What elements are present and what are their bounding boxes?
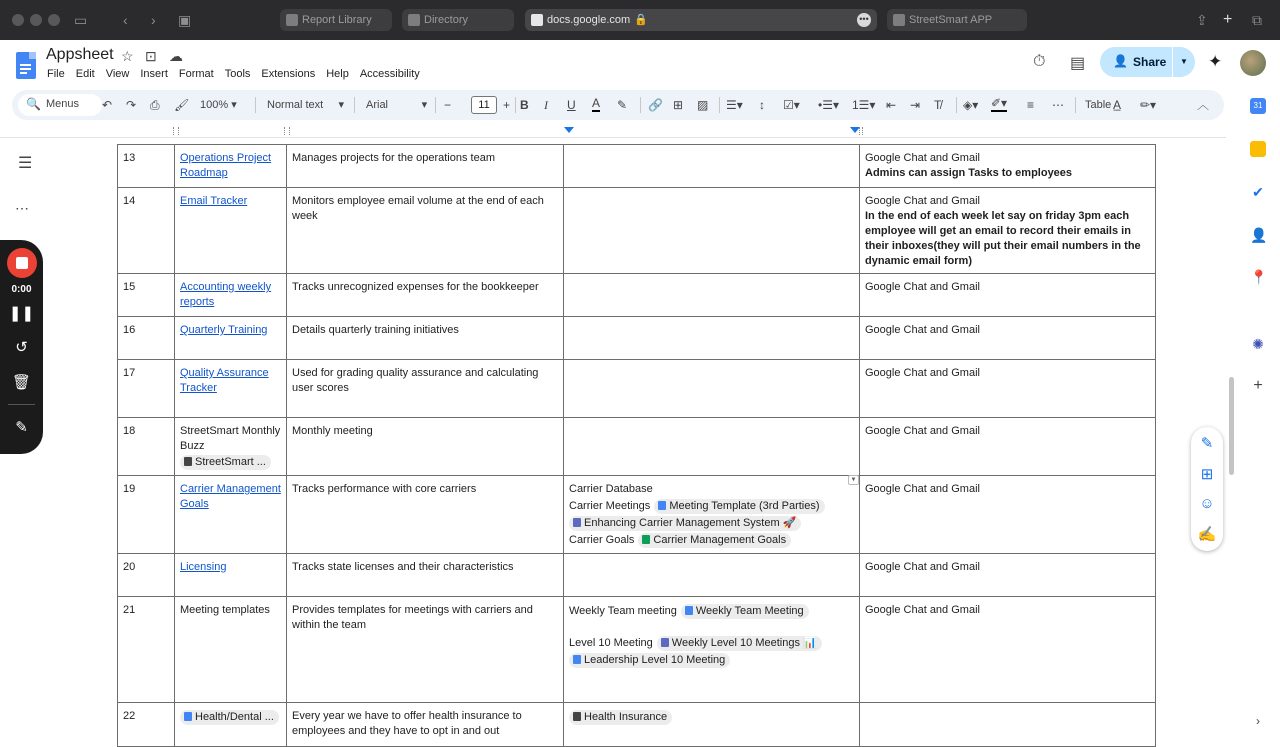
table-row xyxy=(118,703,1156,747)
table-row xyxy=(118,554,1156,597)
highlight-icon[interactable]: ✎ xyxy=(617,98,628,112)
border-width-icon[interactable]: ≡ xyxy=(1027,98,1035,112)
description-cell[interactable] xyxy=(287,145,564,188)
tab-streetsmart-app[interactable]: StreetSmart APP xyxy=(887,9,1027,31)
ruler-column-marker[interactable] xyxy=(284,127,290,135)
keep-icon[interactable] xyxy=(1250,141,1266,157)
doc-icon xyxy=(658,501,666,510)
communication-cell[interactable] xyxy=(860,418,1156,476)
table-row xyxy=(118,274,1156,317)
resources-cell[interactable] xyxy=(564,418,860,476)
row-number-cell[interactable] xyxy=(118,418,175,476)
menu-help[interactable]: Help xyxy=(326,68,349,80)
resources-cell[interactable] xyxy=(564,145,860,188)
suggest-edits-icon[interactable]: ✍ xyxy=(1197,526,1217,543)
description-cell[interactable] xyxy=(287,188,564,274)
editing-mode-icon[interactable]: ✏▾ xyxy=(1140,98,1157,112)
ruler xyxy=(0,124,1226,138)
tab-grid-icon[interactable]: ⧉ xyxy=(1252,12,1262,28)
ruler-column-marker[interactable] xyxy=(859,127,863,135)
communication-channel: Google Chat and Gmail xyxy=(865,367,980,379)
apps-table xyxy=(117,144,1156,747)
get-addons-icon[interactable]: + xyxy=(1250,378,1266,394)
app-name-link[interactable]: Operations Project Roadmap xyxy=(180,152,272,179)
app-name-link[interactable]: Carrier Management Goals xyxy=(180,483,281,510)
font-size-input[interactable]: 11 xyxy=(471,96,497,114)
description-cell[interactable] xyxy=(287,554,564,597)
menu-tools[interactable]: Tools xyxy=(224,68,251,80)
undo-icon[interactable]: ↶ xyxy=(102,98,113,112)
resource-text: Carrier Meetings xyxy=(569,500,651,512)
comments-icon[interactable]: ▤ xyxy=(1070,55,1086,72)
numbered-list-icon[interactable]: 1☰▾ xyxy=(852,98,876,112)
app-name-cell[interactable] xyxy=(175,317,287,360)
back-icon[interactable]: ‹ xyxy=(123,12,128,28)
chip-label: Health/Dental ... xyxy=(195,711,274,723)
resource-line xyxy=(569,603,854,619)
table-row xyxy=(118,418,1156,476)
app-name-cell[interactable] xyxy=(175,188,287,274)
menu-view[interactable]: View xyxy=(105,68,130,80)
zoom-window-button[interactable] xyxy=(48,14,60,26)
app-name-link[interactable]: Licensing xyxy=(180,561,227,573)
decrease-indent-icon[interactable]: ⇤ xyxy=(886,98,897,112)
close-window-button[interactable] xyxy=(12,14,24,26)
ruler-indent-marker[interactable] xyxy=(564,127,574,133)
menu-edit[interactable]: Edit xyxy=(75,68,95,80)
row-number-cell[interactable] xyxy=(118,554,175,597)
style-select[interactable]: Normal text ▾ xyxy=(267,99,345,111)
menu-accessibility[interactable]: Accessibility xyxy=(359,68,420,80)
app-name-link[interactable]: Accounting weekly reports xyxy=(180,281,272,308)
table-row xyxy=(118,360,1156,418)
communication-cell[interactable] xyxy=(860,317,1156,360)
description: Tracks performance with core carriers xyxy=(292,483,477,495)
contacts-icon[interactable]: 👤 xyxy=(1250,227,1268,243)
resources-cell[interactable] xyxy=(564,597,860,703)
scrollbar[interactable] xyxy=(1229,377,1234,475)
restart-icon[interactable]: ↺ xyxy=(15,339,28,356)
resource-line xyxy=(569,709,854,725)
row-number: 18 xyxy=(123,425,136,437)
row-number-cell[interactable] xyxy=(118,145,175,188)
minimize-window-button[interactable] xyxy=(30,14,42,26)
docs-logo-icon[interactable] xyxy=(16,52,36,79)
tasks-icon[interactable]: ✔ xyxy=(1250,184,1266,200)
cloud-status-icon[interactable]: ☁ xyxy=(169,48,183,64)
pause-icon[interactable]: ❚❚ xyxy=(8,305,35,322)
row-number: 22 xyxy=(123,710,136,722)
move-folder-icon[interactable]: ⊡ xyxy=(145,48,157,64)
description: Tracks unrecognized expenses for the bookkeeper xyxy=(292,281,539,293)
app-name: StreetSmart Monthly Buzz xyxy=(180,425,281,452)
font-select[interactable]: Arial ▾ xyxy=(366,99,428,111)
communication-cell[interactable] xyxy=(860,476,1156,554)
sheet-icon xyxy=(408,14,420,26)
redo-icon[interactable]: ↷ xyxy=(126,98,137,112)
communication-channel: Google Chat and Gmail xyxy=(865,425,980,437)
description-cell[interactable] xyxy=(287,703,564,747)
chip-label: Enhancing Carrier Management System 🚀 xyxy=(584,517,797,529)
sheet-icon xyxy=(642,535,650,544)
share-page-icon[interactable]: ⇪ xyxy=(1196,12,1208,28)
resources-cell[interactable] xyxy=(564,360,860,418)
communication-cell[interactable] xyxy=(860,360,1156,418)
resource-line xyxy=(569,652,854,668)
description: Used for grading quality assurance and calculating user scores xyxy=(292,367,539,394)
border-color-icon[interactable]: ✐▾ xyxy=(991,96,1008,110)
clear-format-icon[interactable]: T̸ xyxy=(934,98,942,112)
print-icon[interactable]: ⎙ xyxy=(150,98,160,112)
border-dash-icon[interactable]: ⋯ xyxy=(1052,98,1064,112)
emoji-icon[interactable]: ☺ xyxy=(1199,495,1215,512)
row-number-cell[interactable] xyxy=(118,274,175,317)
resources-cell[interactable] xyxy=(564,317,860,360)
resources-cell[interactable] xyxy=(564,476,860,554)
search-icon: 🔍 xyxy=(26,97,41,111)
app-name-cell[interactable] xyxy=(175,274,287,317)
table-row xyxy=(118,317,1156,360)
app-icon xyxy=(893,14,905,26)
share-dropdown-icon[interactable]: ▼ xyxy=(1172,47,1195,77)
smart-chip[interactable] xyxy=(569,516,801,531)
expand-panel-icon[interactable]: › xyxy=(1250,713,1266,729)
communication-cell[interactable] xyxy=(860,145,1156,188)
communication-channel: Google Chat and Gmail xyxy=(865,483,980,495)
trash-icon[interactable]: 🗑 xyxy=(11,374,32,391)
smart-chip[interactable] xyxy=(569,710,672,725)
description-cell[interactable] xyxy=(287,597,564,703)
tab-docs-active[interactable] xyxy=(525,9,877,31)
communication-cell[interactable] xyxy=(860,703,1156,747)
address-bar[interactable]: docs.google.com xyxy=(547,14,631,26)
row-number-cell[interactable] xyxy=(118,597,175,703)
description-cell[interactable] xyxy=(287,274,564,317)
table-row xyxy=(118,597,1156,703)
chip-label: Weekly Level 10 Meetings 📊 xyxy=(671,637,817,649)
menu-insert[interactable]: Insert xyxy=(140,68,168,80)
tab-directory[interactable]: Directory xyxy=(402,9,514,31)
description-cell[interactable] xyxy=(287,476,564,554)
description-cell[interactable] xyxy=(287,418,564,476)
sidebar-toggle-icon[interactable]: ▭ xyxy=(74,12,88,28)
recording-time: 0:00 xyxy=(11,284,32,295)
menu-extensions[interactable]: Extensions xyxy=(261,68,316,80)
table-row xyxy=(118,145,1156,188)
row-number: 13 xyxy=(123,152,136,164)
app-name-cell[interactable] xyxy=(175,476,287,554)
resource-line xyxy=(569,498,854,514)
row-number: 19 xyxy=(123,483,136,495)
link-icon[interactable]: 🔗 xyxy=(648,98,663,112)
smart-chip[interactable] xyxy=(180,455,271,470)
resource-text: Carrier Database xyxy=(569,483,653,495)
gear-icon xyxy=(573,518,581,527)
resource-line xyxy=(569,635,854,651)
app-name-cell[interactable] xyxy=(175,145,287,188)
communication-channel: Google Chat and Gmail xyxy=(865,281,980,293)
spelling-icon[interactable]: A̲ xyxy=(1113,98,1122,112)
add-comment-icon[interactable]: ⊞ xyxy=(1200,466,1214,483)
pen-icon[interactable]: ✎ xyxy=(15,419,28,436)
paint-format-icon[interactable]: 🖌 xyxy=(174,98,190,112)
smart-chip[interactable] xyxy=(657,636,822,651)
docs-header xyxy=(0,40,1280,88)
app-name-link[interactable]: Quarterly Training xyxy=(180,324,268,336)
communication-cell[interactable] xyxy=(860,188,1156,274)
description: Manages projects for the operations team xyxy=(292,152,496,164)
communication-cell[interactable] xyxy=(860,597,1156,703)
more-options-icon[interactable]: ⋯ xyxy=(15,200,29,216)
description: Details quarterly training initiatives xyxy=(292,324,459,336)
checklist-icon[interactable]: ☑▾ xyxy=(783,98,800,112)
decrease-font-icon[interactable]: − xyxy=(444,98,452,112)
communication-channel: Google Chat and Gmail xyxy=(865,604,980,616)
add-comment-icon[interactable]: ⊞ xyxy=(673,98,684,112)
toolbar xyxy=(12,90,1224,120)
gemini-icon[interactable]: ✦ xyxy=(1208,52,1223,71)
search-menus[interactable]: 🔍 Menus xyxy=(18,94,102,116)
app-name-cell[interactable] xyxy=(175,703,287,747)
ruler-column-marker[interactable] xyxy=(173,127,179,135)
resources-cell[interactable] xyxy=(564,703,860,747)
lock-icon: 🔒 xyxy=(634,14,648,26)
version-history-icon[interactable]: ⏱ xyxy=(1033,53,1046,70)
row-number: 16 xyxy=(123,324,136,336)
italic-icon[interactable]: I xyxy=(544,98,548,112)
smart-chip[interactable] xyxy=(638,533,791,548)
description-cell[interactable] xyxy=(287,317,564,360)
communication-channel: Google Chat and Gmail xyxy=(865,561,980,573)
doc-icon xyxy=(685,606,693,615)
avatar[interactable] xyxy=(1240,50,1266,76)
resources-cell[interactable] xyxy=(564,188,860,274)
row-number-cell[interactable] xyxy=(118,188,175,274)
app-name-cell[interactable] xyxy=(175,554,287,597)
communication-channel: Google Chat and Gmail xyxy=(865,195,980,207)
row-number-cell[interactable] xyxy=(118,360,175,418)
doc-icon xyxy=(184,712,192,721)
browser-chrome xyxy=(0,0,1280,40)
menu-bar xyxy=(47,68,431,80)
tab-report-library[interactable]: Report Library xyxy=(280,9,392,31)
table-row xyxy=(118,188,1156,274)
communication-channel: Google Chat and Gmail xyxy=(865,152,980,164)
communication-note: Admins can assign Tasks to employees xyxy=(865,167,1073,179)
outline-icon[interactable]: ☰ xyxy=(18,155,33,172)
resource-line xyxy=(569,620,854,634)
resource-line xyxy=(569,515,854,531)
communication-channel: Google Chat and Gmail xyxy=(865,324,980,336)
chip-label: Leadership Level 10 Meeting xyxy=(584,654,726,666)
row-number-cell[interactable] xyxy=(118,703,175,747)
row-number: 14 xyxy=(123,195,136,207)
floating-tools xyxy=(1191,427,1223,551)
row-number: 15 xyxy=(123,281,136,293)
row-number-cell[interactable] xyxy=(118,317,175,360)
description: Tracks state licenses and their characteristics xyxy=(292,561,514,573)
stop-recording-button[interactable] xyxy=(7,248,37,278)
share-button[interactable]: 👤 Share ▼ xyxy=(1100,47,1195,77)
description-cell[interactable] xyxy=(287,360,564,418)
communication-note: In the end of each week let say on friday 3pm each employee will get an email to record their emails in their inboxes(they will put their email numbers in the dynamic email form) xyxy=(865,210,1141,267)
addon-icon[interactable]: ✺ xyxy=(1250,336,1266,352)
maps-icon[interactable]: 📍 xyxy=(1250,269,1268,285)
app-name-cell[interactable] xyxy=(175,597,287,703)
insert-image-icon[interactable]: ▨ xyxy=(697,98,709,112)
resource-text: Weekly Team meeting xyxy=(569,605,677,617)
increase-font-icon[interactable]: + xyxy=(503,98,511,112)
resource-text: Carrier Goals xyxy=(569,534,635,546)
smart-chip[interactable] xyxy=(180,710,279,725)
chip-label: Carrier Management Goals xyxy=(653,534,787,546)
row-number: 21 xyxy=(123,604,136,616)
resources-cell[interactable] xyxy=(564,554,860,597)
communication-cell[interactable] xyxy=(860,274,1156,317)
app-name-link[interactable]: Email Tracker xyxy=(180,195,248,207)
zoom-select[interactable]: 100% ▾ xyxy=(200,99,237,111)
smart-chip[interactable] xyxy=(569,653,730,668)
app-name-cell[interactable] xyxy=(175,418,287,476)
text-color-icon[interactable]: A xyxy=(592,96,601,110)
resources-cell[interactable] xyxy=(564,274,860,317)
table-row xyxy=(118,476,1156,554)
cell-fill-icon[interactable]: ◈▾ xyxy=(963,98,979,112)
edit-with-gemini-icon[interactable]: ✎ xyxy=(1200,435,1214,452)
chip-label: Health Insurance xyxy=(584,711,668,723)
star-icon[interactable]: ☆ xyxy=(121,48,134,64)
resource-line xyxy=(569,532,854,548)
sheet-icon xyxy=(286,14,298,26)
menu-file[interactable]: File xyxy=(47,68,65,80)
increase-indent-icon[interactable]: ⇥ xyxy=(910,98,921,112)
app-name-cell[interactable] xyxy=(175,360,287,418)
doc-favicon-icon xyxy=(531,14,543,26)
more-icon[interactable]: ••• xyxy=(857,13,871,27)
new-tab-icon[interactable]: + xyxy=(1223,11,1233,28)
resource-text: Level 10 Meeting xyxy=(569,637,653,649)
collapse-toolbar-icon[interactable]: ︿ xyxy=(1197,98,1210,112)
description: Every year we have to offer health insurance to employees and they have to opt in and out xyxy=(292,710,522,737)
menu-format[interactable]: Format xyxy=(178,68,214,80)
underline-icon[interactable]: U xyxy=(567,98,576,112)
folder-icon xyxy=(573,712,581,721)
tab-overview-icon[interactable]: ▣ xyxy=(178,12,192,28)
app-name: Meeting templates xyxy=(180,604,270,616)
line-spacing-icon[interactable]: ↕ xyxy=(759,98,765,112)
align-icon[interactable]: ☰▾ xyxy=(726,98,743,112)
chip-label: StreetSmart ... xyxy=(195,456,266,468)
cell-dropdown-icon[interactable]: ▼ xyxy=(848,475,859,485)
description: Monthly meeting xyxy=(292,425,373,437)
chip-label: Weekly Team Meeting xyxy=(695,605,804,617)
smart-chip[interactable] xyxy=(681,604,809,619)
row-number-cell[interactable] xyxy=(118,476,175,554)
bullet-list-icon[interactable]: •☰▾ xyxy=(818,98,839,112)
description: Monitors employee email volume at the end of each week xyxy=(292,195,544,222)
communication-cell[interactable] xyxy=(860,554,1156,597)
row-number: 20 xyxy=(123,561,136,573)
description: Provides templates for meetings with carriers and within the team xyxy=(292,604,533,631)
person-icon: 👤 xyxy=(1113,54,1128,68)
folder-icon xyxy=(184,457,192,466)
chip-label: Meeting Template (3rd Parties) xyxy=(669,500,820,512)
calendar-icon[interactable]: 31 xyxy=(1250,98,1266,114)
table-options-button[interactable]: Table xyxy=(1085,99,1112,111)
bold-icon[interactable]: B xyxy=(520,98,529,112)
app-name-link[interactable]: Quality Assurance Tracker xyxy=(180,367,269,394)
document-title[interactable]: Appsheet xyxy=(46,46,114,63)
forward-icon[interactable]: › xyxy=(151,12,156,28)
row-number: 17 xyxy=(123,367,136,379)
screen-recorder xyxy=(0,240,43,454)
doc-icon xyxy=(573,655,581,664)
resource-line xyxy=(569,482,854,497)
smart-chip[interactable] xyxy=(654,499,824,514)
gear-icon xyxy=(661,638,669,647)
